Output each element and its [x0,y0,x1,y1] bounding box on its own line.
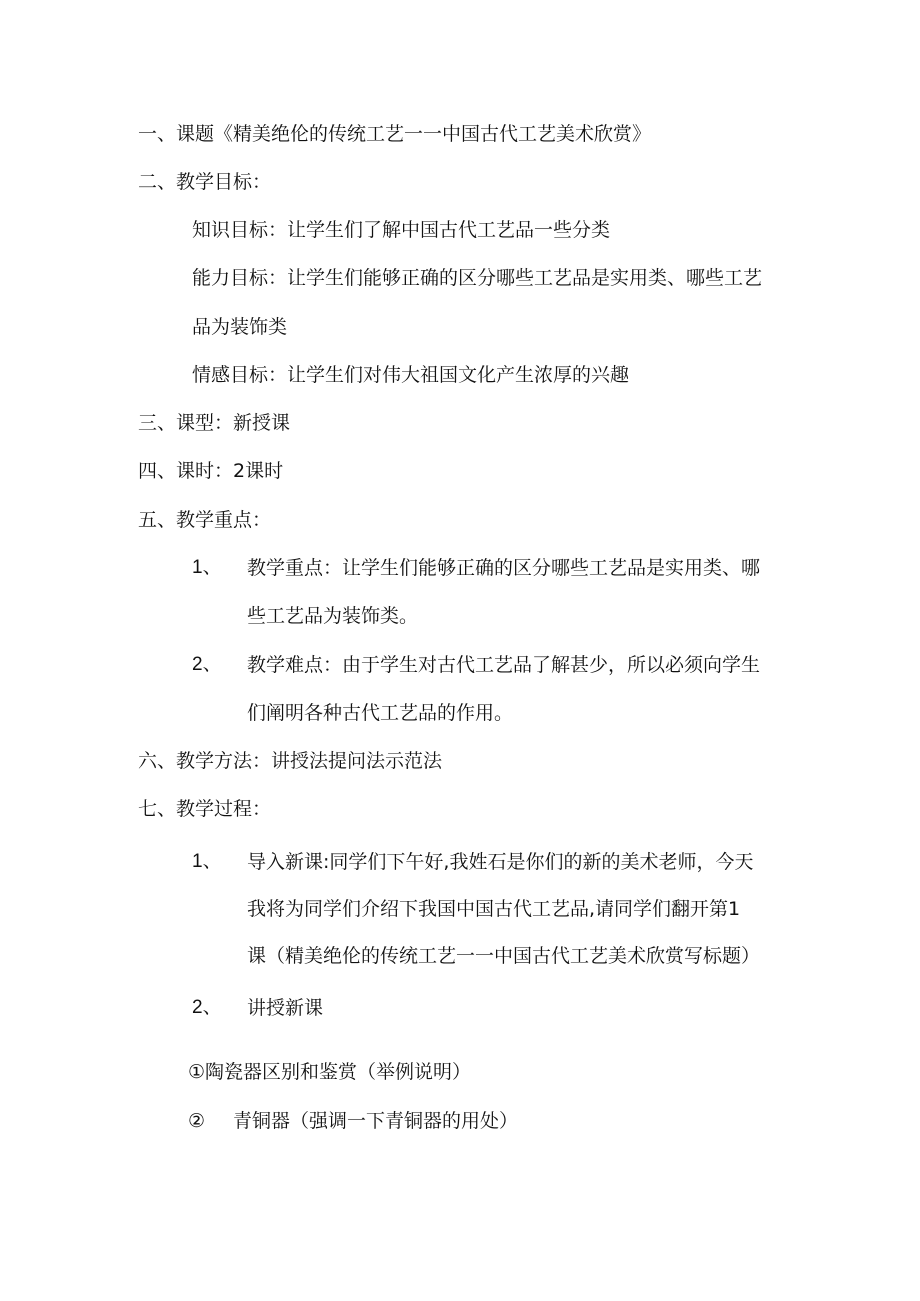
goal-ability-line1: 能力目标：让学生们能够正确的区分哪些工艺品是实用类、哪些工艺 [192,267,763,289]
process-1-line2: 我将为同学们介绍下我国中国古代工艺品,请同学们翻开第1 [247,898,741,920]
process-1-number: 1、 [192,851,222,872]
keypoint-2-number: 2、 [192,654,222,675]
section-lesson-hours: 四、课时：2课时 [138,460,284,482]
section-lesson-type: 三、课型：新授课 [138,412,291,434]
process-2-line1: 讲授新课 [247,997,324,1019]
section-title-topic: 一、课题《精美绝伦的传统工艺一一中国古代工艺美术欣赏》 [138,123,652,145]
process-2-number: 2、 [192,997,222,1018]
keypoint-1-line2: 些工艺品为装饰类。 [247,605,419,627]
section-heading-keypoints: 五、教学重点： [138,509,272,531]
goal-emotion: 情感目标：让学生们对伟大祖国文化产生浓厚的兴趣 [192,364,630,386]
section-teaching-methods: 六、教学方法：讲授法提问法示范法 [138,750,443,772]
subitem-bronze: 青铜器（强调一下青铜器的用处） [233,1110,519,1132]
process-1-line1: 导入新课:同学们下午好,我姓石是你们的新的美术老师，今天 [247,851,754,873]
keypoint-1-number: 1、 [192,557,222,578]
goal-ability-line2: 品为装饰类 [192,316,288,338]
subitem-ceramics: ①陶瓷器区别和鉴赏（举例说明） [188,1061,472,1083]
goal-knowledge: 知识目标：让学生们了解中国古代工艺品一些分类 [192,219,611,241]
subitem-bronze-marker: ② [188,1110,206,1132]
section-heading-goals: 二、教学目标： [138,171,272,193]
keypoint-1-line1: 教学重点：让学生们能够正确的区分哪些工艺品是实用类、哪 [247,557,761,579]
keypoint-2-line1: 教学难点：由于学生对古代工艺品了解甚少，所以必须向学生 [247,654,761,676]
keypoint-2-line2: 们阐明各种古代工艺品的作用。 [247,702,514,724]
section-heading-process: 七、教学过程： [138,798,272,820]
process-1-line3: 课（精美绝伦的传统工艺一一中国古代工艺美术欣赏写标题） [247,945,761,967]
